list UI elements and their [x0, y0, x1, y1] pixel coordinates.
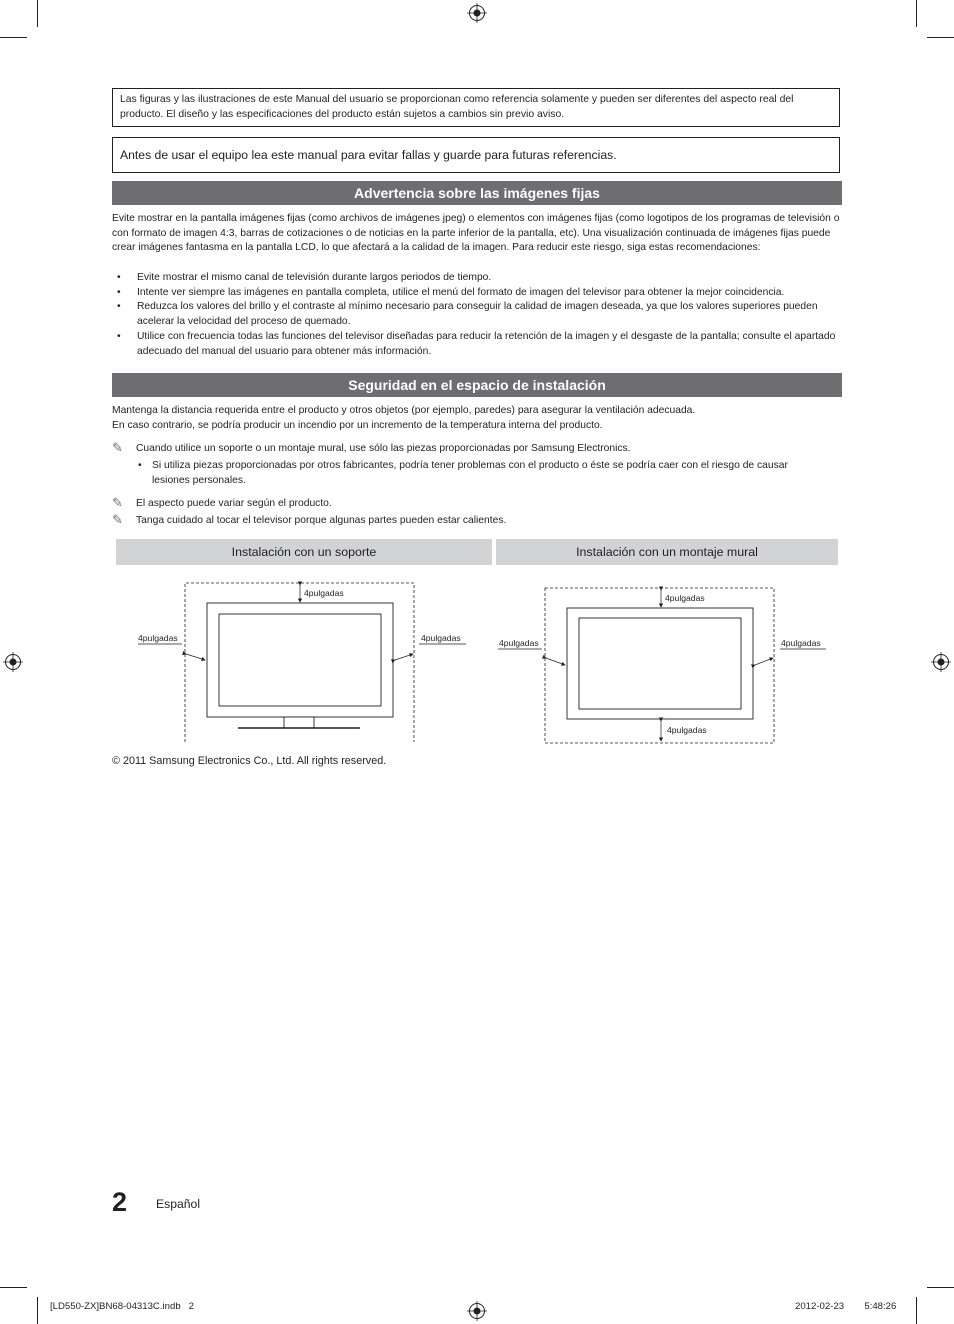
list-item: • Evite mostrar el mismo canal de televisión durante largos periodos de tiempo.	[112, 271, 840, 286]
section-title-still-images: Advertencia sobre las imágenes fijas	[112, 181, 842, 205]
stand-install-diagram	[116, 570, 492, 748]
crop-mark	[916, 0, 917, 27]
note-text: El aspecto puede variar según el producto.	[136, 498, 332, 509]
section-title-install-safety: Seguridad en el espacio de instalación	[112, 373, 842, 397]
distance-label-right: 4pulgadas	[421, 633, 461, 643]
registration-mark-icon	[931, 652, 951, 672]
wall-install-diagram	[496, 570, 838, 748]
note-row	[112, 497, 840, 512]
stand-install-title: Instalación con un soporte	[116, 539, 492, 565]
note-row	[112, 514, 840, 529]
distance-label-left: 4pulgadas	[138, 633, 178, 643]
crop-mark	[0, 1287, 27, 1288]
registration-mark-icon	[3, 652, 23, 672]
crop-mark	[37, 0, 38, 27]
registration-mark-icon	[467, 3, 487, 23]
distance-label-top: 4pulgadas	[304, 588, 344, 598]
distance-label-right: 4pulgadas	[781, 638, 821, 648]
note-text: Cuando utilice un soporte o un montaje mural, use sólo las piezas proporcionadas por Samsung Electronics.	[136, 443, 631, 454]
figures-notice-text: Las figuras y las ilustraciones de este Manual del usuario se proporcionan como referencia solamente y pueden ser diferentes del aspecto real del producto. El diseño y las especificaciones del producto están sujetos a cambios sin previo aviso.	[120, 94, 794, 120]
distance-label-left: 4pulgadas	[499, 638, 539, 648]
install-safety-intro-2: En caso contrario, se podría producir un incendio por un incremento de la temperatura interna del producto.	[112, 420, 603, 431]
wall-install-title: Instalación con un montaje mural	[496, 539, 838, 565]
note-sub-bullet	[136, 459, 826, 488]
list-item: • Intente ver siempre las imágenes en pantalla completa, utilice el menú del formato de imagen del televisor para obtener la mejor coincidencia.	[112, 286, 840, 301]
crop-mark	[37, 1297, 38, 1324]
crop-mark	[916, 1297, 917, 1324]
bullet-icon: •	[138, 460, 142, 471]
note-text: Tanga cuidado al tocar el televisor porque algunas partes pueden estar calientes.	[136, 515, 507, 526]
note-pencil-icon: ✎	[112, 495, 123, 510]
page-language: Español	[156, 1197, 201, 1211]
distance-label-top: 4pulgadas	[665, 593, 705, 603]
note-sub-text: Si utiliza piezas proporcionadas por otros fabricantes, podría tener problemas con el producto o éste se podría caer con el riesgo de causar lesiones personales.	[152, 460, 788, 486]
crop-mark	[927, 1287, 954, 1288]
distance-label-bottom: 4pulgadas	[667, 725, 707, 735]
read-before-box	[112, 137, 840, 173]
install-safety-intro-1: Mantenga la distancia requerida entre el producto y otros objetos (por ejemplo, paredes) para asegurar la ventilación adecuada.	[112, 405, 696, 416]
figures-notice-box	[112, 88, 840, 127]
registration-mark-icon	[467, 1301, 487, 1321]
page-number: 2	[112, 1187, 128, 1217]
read-before-text: Antes de usar el equipo lea este manual para evitar fallas y guarde para futuras referencias.	[120, 148, 617, 162]
list-item: • Reduzca los valores del brillo y el contraste al mínimo necesario para conseguir la calidad de imagen deseada, ya que los valores superiores pueden acelerar la velocidad del proceso de quemado.	[112, 300, 840, 329]
crop-mark	[927, 37, 954, 38]
still-images-intro: Evite mostrar en la pantalla imágenes fijas (como archivos de imágenes jpeg) o elementos con imágenes fijas (como logotipos de los programas de televisión o con formato de imagen 4:3, barras de cotizaciones o de noticias en la parte inferior de la pantalla, etc). Una visualización continuada de imágenes fijas puede crear imágenes fantasma en la pantalla LCD, lo que afectará a la calidad de la imagen. Para reducir este riesgo, siga estas recomendaciones:	[112, 213, 840, 254]
file-slug: [LD550-ZX]BN68-04313C.indb 2	[50, 1301, 194, 1312]
still-images-recommendations	[112, 271, 840, 359]
crop-mark	[0, 37, 27, 38]
note-row	[112, 442, 840, 457]
list-item: • Utilice con frecuencia todas las funciones del televisor diseñadas para reducir la retención de la imagen y el desgaste de la pantalla; consulte el apartado adecuado del manual del usuario para obtener más información.	[112, 330, 840, 359]
copyright-text: © 2011 Samsung Electronics Co., Ltd. All rights reserved.	[112, 755, 387, 767]
note-pencil-icon: ✎	[112, 512, 123, 527]
date-slug: 2012-02-23 5:48:26	[795, 1301, 897, 1312]
note-pencil-icon: ✎	[112, 440, 123, 455]
